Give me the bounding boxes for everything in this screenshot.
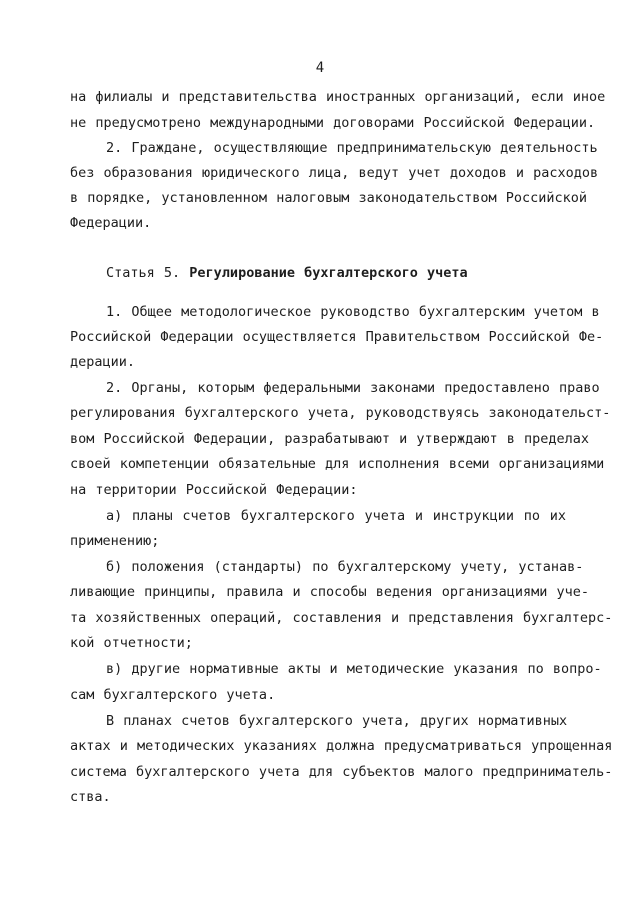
paragraph-line: без образования юридического лица, ведут учет доходов и расходов [70, 165, 599, 181]
list-item-line: ливающие принципы, правила и способы ведения организациями уче- [70, 584, 590, 600]
list-item-line: а) планы счетов бухгалтерского учета и инструкции по их [106, 508, 566, 524]
list-item-line: та хозяйственных операций, составления и представления бухгалтерс- [70, 610, 613, 626]
page-number: 4 [315, 60, 325, 76]
paragraph-line: своей компетенции обязательные для исполнения всеми организациями [70, 456, 605, 472]
paragraph-line: на филиалы и представительства иностранных организаций, если иное [70, 89, 606, 105]
paragraph-line: ства. [70, 789, 111, 805]
paragraph-line: В планах счетов бухгалтерского учета, других нормативных [106, 713, 568, 729]
paragraph-line: система бухгалтерского учета для субъектов малого предприниматель- [70, 764, 613, 780]
article-number: Статья 5. [106, 265, 181, 281]
paragraph-line: регулирования бухгалтерского учета, руководствуясь законодательст- [70, 405, 611, 421]
article-heading [106, 264, 566, 282]
list-item-line: кой отчетности; [70, 635, 193, 651]
article-title: Регулирование бухгалтерского учета [189, 265, 468, 281]
paragraph-line: актах и методических указаниях должна предусматриваться упрощенная [70, 738, 613, 754]
paragraph-line: вом Российской Федерации, разрабатывают и утверждают в пределах [70, 431, 590, 447]
paragraph-line: 2. Органы, которым федеральными законами предоставлено право [106, 380, 600, 396]
paragraph-line: в порядке, установленном налоговым законодательством Российской [70, 190, 588, 206]
paragraph-line: 1. Общее методологическое руководство бухгалтерским учетом в [106, 304, 600, 320]
paragraph-line: дерации. [70, 354, 136, 370]
paragraph-line: Российской Федерации осуществляется Правительством Российской Фе- [70, 329, 604, 345]
paragraph-line: не предусмотрено международными договорами Российской Федерации. [70, 115, 596, 131]
list-item-line: применению; [70, 533, 160, 549]
list-item-line: б) положения (стандарты) по бухгалтерскому учету, устанав- [106, 559, 584, 575]
paragraph-line: 2. Граждане, осуществляющие предпринимательскую деятельность [106, 140, 598, 156]
paragraph-line: на территории Российской Федерации: [70, 482, 358, 498]
paragraph-line: Федерации. [70, 215, 152, 231]
list-item-line: в) другие нормативные акты и методические указания по вопро- [106, 661, 602, 677]
list-item-line: сам бухгалтерского учета. [70, 687, 276, 703]
